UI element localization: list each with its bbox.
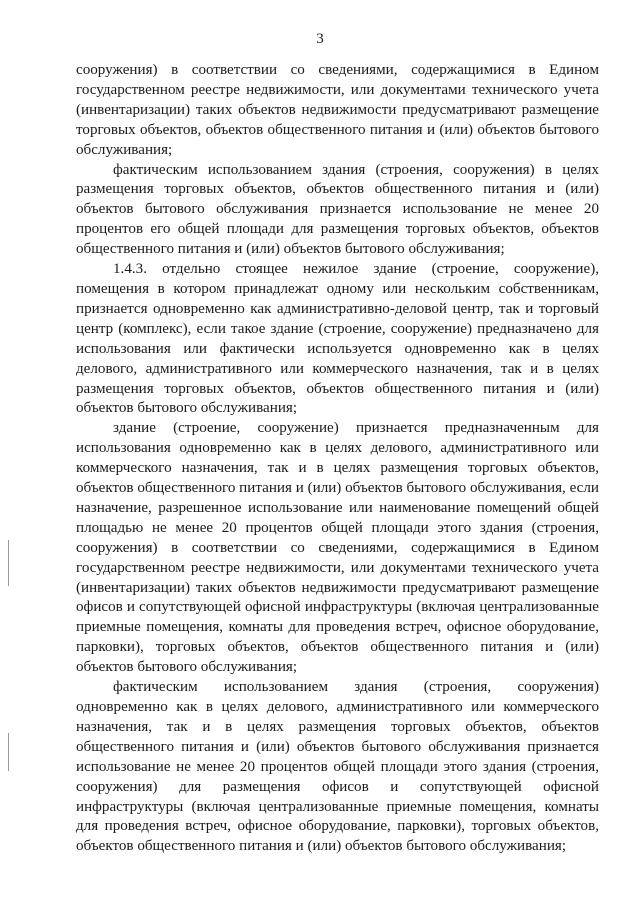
scan-margin-mark — [8, 733, 9, 771]
page-number: 3 — [316, 31, 324, 47]
paragraph-2: фактическим использованием здания (строения, сооружения) в целях размещения торговых объектов, объектов общественного питания и (или) объектов бытового обслуживания признается использование не менее 20 процентов его общей площади для размещения торговых объектов, объектов общественного питания и (или) объектов бытового обслуживания; — [76, 161, 599, 258]
document-body — [76, 61, 599, 857]
paragraph-1: сооружения) в соответствии со сведениями, содержащимися в Едином государственном реестре недвижимости, или документами технического учета (инвентаризации) таких объектов недвижимости предусматривают размещение торговых объектов, объектов общественного питания и (или) объектов бытового обслуживания; — [76, 62, 599, 158]
paragraph-5: фактическим использованием здания (строения, сооружения) одновременно как в целях делового, административного или коммерческого назначения, так и в целях размещения торговых объектов, объектов общественного питания и (или) объектов бытового обслуживания признается использование не менее 20 процентов общей площади этого здания (строения, сооружения) для размещения офисов и сопутствующей офисной инфраструктуры (включая централизованные приемные помещения, комнаты для проведения встреч, офисное оборудование, парковки), торговых объектов, объектов общественного питания и (или) объектов бытового обслуживания; — [76, 679, 599, 855]
paragraph-4: здание (строение, сооружение) признается предназначенным для использования одновременно как в целях делового, административного или коммерческого назначения, так и в целях размещения торговых объектов, объектов общественного питания и (или) объектов бытового обслуживания, если назначение, разрешенное использование или наименование помещений общей площадью не менее 20 процентов общей площади этого здания (строения, сооружения) в соответствии со сведениями, содержащимися в Едином государственном реестре недвижимости, или документами технического учета (инвентаризации) таких объектов недвижимости предусматривают размещение офисов и сопутствующей офисной инфраструктуры (включая централизованные приемные помещения, комнаты для проведения встреч, офисное оборудование, парковки), торговых объектов, объектов общественного питания и (или) объектов бытового обслуживания; — [76, 420, 599, 676]
paragraph-3: 1.4.3. отдельно стоящее нежилое здание (строение, сооружение), помещения в котором принадлежат одному или нескольким собственникам, признается одновременно как административно-деловой центр, так и торговый центр (комплекс), если такое здание (строение, сооружение) предназначено для использования или фактически используется одновременно как в целях делового, административного или коммерческого назначения, так и в целях размещения торговых объектов, объектов общественного питания и (или) объектов бытового обслуживания; — [76, 261, 599, 417]
scan-margin-mark — [8, 540, 9, 586]
